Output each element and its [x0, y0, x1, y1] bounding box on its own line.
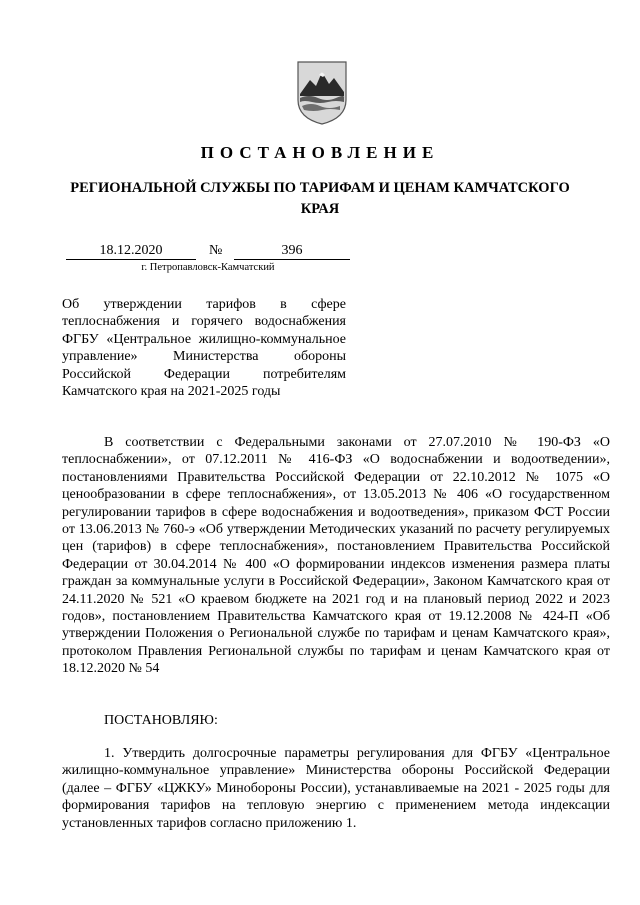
decree-heading: ПОСТАНОВЛЯЮ: — [104, 713, 218, 728]
document-city: г. Петропавловск-Камчатский — [141, 262, 275, 273]
body-item-1: 1. Утвердить долгосрочные параметры регулирования для ФГБУ «Центральное жилищно-коммунальное управление» Министерства обороны Российской Федерации (далее – ФГБУ «ЦЖКУ» Минобороны России), устанавливаемые на 2021 - 2025 годы для формирования тарифов на тепловую энергию с применением метода индексации установленных тарифов согласно приложению 1. — [62, 746, 610, 831]
body-paragraph-1: В соответствии с Федеральными законами от 27.07.2010 № 190-ФЗ «О теплоснабжении», от 07.12.2011 № 416-ФЗ «О водоснабжении и водоотведении», постановлениями Правительства Российской Федерации от 22.10.2012 № 1075 «О ценообразовании в сфере теплоснабжения», от 13.05.2013 № 406 «О государственном регулировании тарифов в сфере водоснабжения и водоотведения», приказом ФСТ России от 13.06.2013 № 760-э «Об утверждении Методических указаний по расчету регулируемых цен (тарифов) в сфере теплоснабжения», постановлением Правительства Российской Федерации от 30.04.2014 № 400 «О формировании индексов изменения размера платы граждан за коммунальные услуги в Российской Федерации», Законом Камчатского края от 24.11.2020 № 521 «О краевом бюджете на 2021 год и на плановый период 2022 и 2023 годов», постановлением Правительства Камчатского края от 19.12.2008 № 424-П «Об утверждении Положения о Региональной службе по тарифам и ценам Камчатского края», протоколом Правления Региональной службы по тарифам и ценам Камчатского края от 18.12.2020 № 54 — [62, 435, 610, 677]
issuer-name: РЕГИОНАЛЬНОЙ СЛУЖБЫ ПО ТАРИФАМ И ЦЕНАМ КАМЧАТСКОГО КРАЯ — [70, 180, 570, 217]
document-subject: Об утверждении тарифов в сфере теплоснабжения и горячего водоснабжения ФГБУ «Центральное жилищно-коммунальное управление» Министерства обороны Российской Федерации потребителям Камчатского края на 2021-2025 годы — [62, 297, 346, 400]
kamchatka-emblem-icon — [296, 60, 348, 126]
document-date: 18.12.2020 — [66, 242, 196, 260]
document-number: 396 — [234, 242, 350, 260]
document-title: ПОСТАНОВЛЕНИЕ — [200, 143, 440, 162]
number-label: № — [209, 243, 223, 258]
document-meta — [66, 242, 350, 262]
